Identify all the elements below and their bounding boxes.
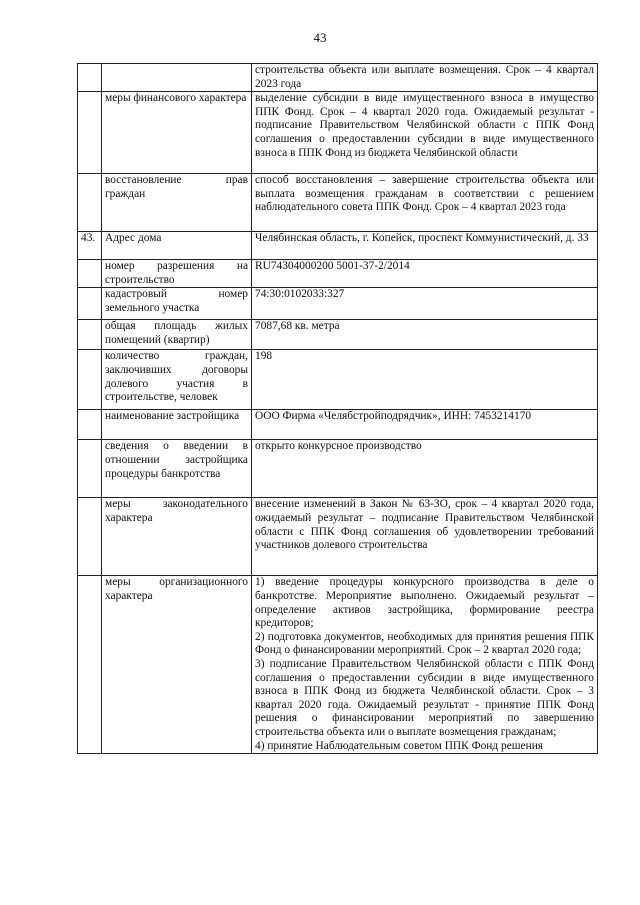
table-row [78, 576, 598, 754]
row-number [78, 410, 102, 440]
table-row [78, 320, 598, 350]
row-number [78, 92, 102, 174]
row-number [78, 64, 102, 92]
row-number [78, 320, 102, 350]
row-label: меры законодательного характера [102, 498, 252, 576]
row-value: 1) введение процедуры конкурсного производства в деле о банкротстве. Мероприятие выполнено. Ожидаемый результат – определение активов застройщика, формирование реестра кредиторов; 2) подготовка документов, необходимых для принятия решения ППК Фонд о финансировании мероприятий. Срок – 2 квартал 2020 года; 3) подписание Правительством Челябинской области с ППК Фонд соглашения о предоставлении субсидии в виде имущественного взноса в ППК Фонд из бюджета Челябинской области. Срок – 3 квартал 2020 года. Ожидаемый результат - принятие ППК Фонд решения о финансировании мероприятий по завершению строительства объекта или о выплате возмещения гражданам; 4) принятие Наблюдательным советом ППК Фонд решения [252, 576, 598, 754]
row-value: способ восстановления – завершение строительства объекта или выплата возмещения гражданам в соответствии с решением наблюдательного совета ППК Фонд. Срок – 4 квартал 2023 года [252, 174, 598, 232]
row-label: кадастровый номер земельного участка [102, 288, 252, 320]
projects-table [77, 63, 598, 754]
row-number [78, 174, 102, 232]
row-label: наименование застройщика [102, 410, 252, 440]
table-row [78, 174, 598, 232]
row-number [78, 498, 102, 576]
row-value: 74:30:0102033:327 [252, 288, 598, 320]
table-row [78, 92, 598, 174]
row-value: 198 [252, 350, 598, 410]
row-label: меры финансового характера [102, 92, 252, 174]
table-row [78, 260, 598, 288]
row-label: восстановление прав граждан [102, 174, 252, 232]
row-label: общая площадь жилых помещений (квартир) [102, 320, 252, 350]
table-row [78, 350, 598, 410]
row-label: Адрес дома [102, 232, 252, 260]
row-value: RU74304000200 5001-37-2/2014 [252, 260, 598, 288]
row-number [78, 288, 102, 320]
row-value: открыто конкурсное производство [252, 440, 598, 498]
table-row [78, 440, 598, 498]
page-number: 43 [313, 30, 327, 45]
row-label: меры организационного характера [102, 576, 252, 754]
row-label: номер разрешения на строительство [102, 260, 252, 288]
row-number [78, 260, 102, 288]
table-row [78, 64, 598, 92]
row-number [78, 350, 102, 410]
row-number [78, 440, 102, 498]
row-value: строительства объекта или выплате возмещения. Срок – 4 квартал 2023 года [252, 64, 598, 92]
row-number [78, 576, 102, 754]
table-row [78, 288, 598, 320]
table-row [78, 498, 598, 576]
row-value: ООО Фирма «Челябстройподрядчик», ИНН: 7453214170 [252, 410, 598, 440]
row-label: количество граждан, заключивших договоры долевого участия в строительстве, человек [102, 350, 252, 410]
row-value: внесение изменений в Закон № 63-ЗО, срок – 4 квартал 2020 года, ожидаемый результат – подписание Правительством Челябинской области с ППК Фонд соглашения об удовлетворении требований участников долевого строительства [252, 498, 598, 576]
row-label: сведения о введении в отношении застройщика процедуры банкротства [102, 440, 252, 498]
row-value: выделение субсидии в виде имущественного взноса в имущество ППК Фонд. Срок – 4 квартал 2020 года. Ожидаемый результат - подписание Правительством Челябинской области с ППК Фонд соглашения о предоставлении субсидии в виде имущественного взноса в ППК Фонд из бюджета Челябинской области [252, 92, 598, 174]
row-value: 7087,68 кв. метра [252, 320, 598, 350]
row-number: 43. [78, 232, 102, 260]
row-label [102, 64, 252, 92]
row-value: Челябинская область, г. Копейск, проспект Коммунистический, д. 33 [252, 232, 598, 260]
table-row [78, 232, 598, 260]
table-row [78, 410, 598, 440]
